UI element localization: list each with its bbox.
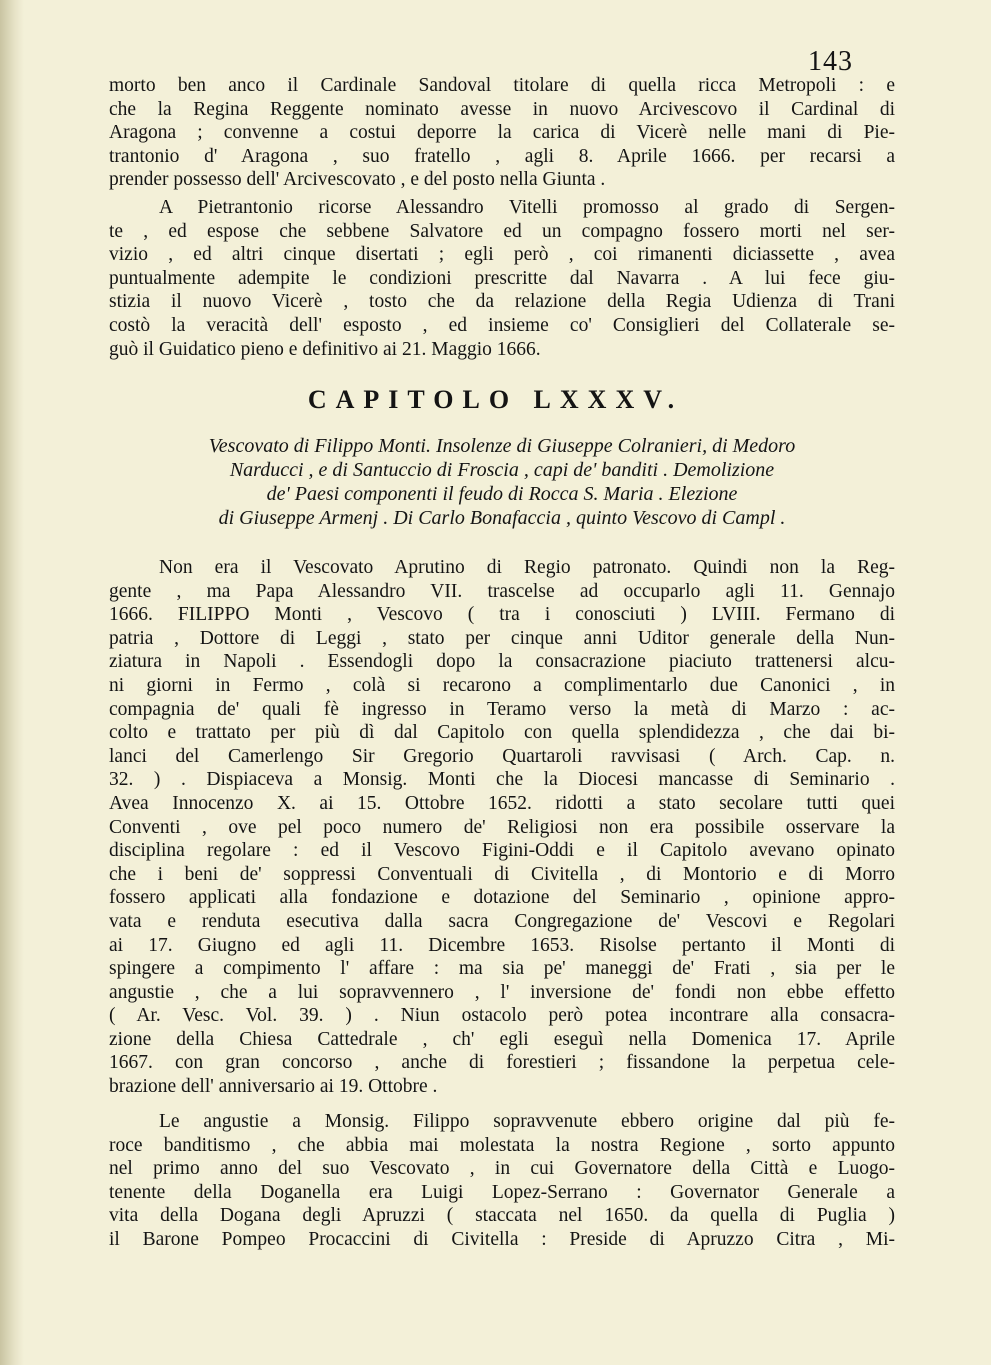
text-line: tenente della Doganella era Luigi Lopez-Serrano : Governator Generale a: [109, 1181, 895, 1203]
text-line: Non era il Vescovato Aprutino di Regio patronato. Quindi non la Reg-: [159, 557, 895, 578]
text-line: spingere a compimento l' affare : ma sia pe' maneggi de' Frati , sia per le: [109, 958, 895, 980]
text-line: roce banditismo , che abbia mai molestata la nostra Regione , sorto appunto: [109, 1134, 895, 1156]
text-line: compagnia de' quali fè ingresso in Teramo verso la metà di Marzo : ac-: [109, 698, 895, 720]
text-line: morto ben anco il Cardinale Sandoval titolare di quella ricca Metropoli : e: [109, 75, 895, 96]
chapter-summary: [109, 434, 895, 530]
text-line: zione della Chiesa Cattedrale , ch' egli eseguì nella Domenica 17. Aprile: [109, 1028, 895, 1050]
text-line: ai 17. Giugno ed agli 11. Dicembre 1653. Risolse pertanto il Monti di: [109, 934, 895, 956]
text-line: angustie , che a lui sopravvennero , l' inversione de' fondi non ebbe effetto: [109, 981, 895, 1003]
text-line: ( Ar. Vesc. Vol. 39. ) . Niun ostacolo però potea incontrare alla consacra-: [109, 1005, 895, 1027]
summary-line: de' Paesi componenti il feudo di Rocca S. Maria . Elezione: [266, 483, 738, 505]
text-line: Aragona ; convenne a costui deporre la carica di Vicerè nelle mani di Pie-: [109, 122, 895, 144]
text-line: fossero applicati alla fondazione e dotazione del Seminario , opinione appro-: [109, 887, 895, 909]
page-number: 143: [808, 46, 853, 77]
text-line: vizio , ed altri cinque disertati ; egli però , coi rimanenti diciassette , avea: [109, 244, 895, 266]
text-line: guò il Guidatico pieno e definitivo ai 21. Maggio 1666.: [109, 338, 541, 360]
text-line: colto e trattato per più dì dal Capitolo con quella splendidezza , che dai bi-: [109, 722, 895, 744]
summary-line: Vescovato di Filippo Monti. Insolenze di Giuseppe Colranieri, di Medoro: [208, 435, 796, 457]
text-line: ziatura in Napoli . Essendogli dopo la consacrazione piaciuto trattenersi alcu-: [109, 651, 895, 673]
paragraph-4: [109, 1110, 895, 1252]
text-line: A Pietrantonio ricorse Alessandro Vitelli promosso al grado di Sergen-: [159, 197, 895, 218]
text-line: ni giorni in Fermo , colà si recarono a complimentarlo due Canonici , in: [109, 674, 895, 696]
text-line: 1667. con gran concorso , anche di forestieri ; fissandone la perpetua cele-: [109, 1052, 895, 1074]
text-line: 1666. FILIPPO Monti , Vescovo ( tra i conosciuti ) LVIII. Fermano di: [109, 604, 895, 626]
text-line: che la Regina Reggente nominato avesse in nuovo Arcivescovo il Cardinal di: [109, 98, 895, 120]
text-line: Avea Innocenzo X. ai 15. Ottobre 1652. ridotti a stato secolare tutti quei: [109, 792, 895, 814]
text-line: gente , ma Papa Alessandro VII. trascelse ad occuparlo agli 11. Gennajo: [109, 580, 895, 602]
text-line: stizia il nuovo Vicerè , tosto che da relazione della Regia Udienza di Trani: [109, 291, 895, 313]
text-line: 32. ) . Dispiaceva a Monsig. Monti che la Diocesi mancasse di Seminario .: [109, 769, 895, 791]
text-line: prender possesso dell' Arcivescovato , e del posto nella Giunta .: [109, 169, 606, 191]
text-line: il Barone Pompeo Procaccini di Civitella : Preside di Apruzzo Citra , Mi-: [109, 1228, 895, 1250]
text-line: puntualmente adempite le condizioni prescritte dal Navarra . A lui fece giu-: [109, 267, 895, 289]
text-line: vita della Dogana degli Apruzzi ( staccata nel 1650. da quella di Puglia ): [109, 1205, 895, 1227]
paragraph-3: [109, 556, 895, 1099]
text-line: trantonio d' Aragona , suo fratello , agli 8. Aprile 1666. per recarsi a: [109, 145, 895, 167]
text-line: te , ed espose che sebbene Salvatore ed un compagno fossero morti nel ser-: [109, 220, 895, 242]
text-line: vata e renduta esecutiva dalla sacra Congregazione de' Vescovi e Regolari: [109, 910, 895, 932]
text-line: disciplina regolare : ed il Vescovo Figini-Oddi e il Capitolo avevano opinato: [109, 840, 895, 862]
chapter-title: CAPITOLO LXXXV.: [307, 385, 684, 414]
page-gutter-shadow: [0, 0, 24, 1365]
text-line: Le angustie a Monsig. Filippo sopravvenute ebbero origine dal più fe-: [159, 1111, 895, 1132]
paragraph-1: [109, 74, 895, 192]
paragraph-2: [109, 196, 895, 361]
text-line: Conventi , ove pel poco numero de' Religiosi non era possibile osservare la: [109, 816, 895, 838]
chapter-heading: [0, 385, 991, 415]
summary-line: Narducci , e di Santuccio di Froscia , capi de' banditi . Demolizione: [229, 459, 775, 481]
text-line: che i beni de' soppressi Conventuali di Civitella , di Montorio e di Morro: [109, 863, 895, 885]
text-line: nel primo anno del suo Vescovato , in cui Governatore della Città e Luogo-: [109, 1158, 895, 1180]
summary-line: di Giuseppe Armenj . Di Carlo Bonafaccia , quinto Vescovo di Campl .: [218, 507, 786, 529]
text-line: lanci del Camerlengo Sir Gregorio Quartaroli ravvisasi ( Arch. Cap. n.: [109, 745, 895, 767]
text-line: brazione dell' anniversario ai 19. Ottobre .: [109, 1076, 438, 1098]
text-line: costò la veracità dell' esposto , ed insieme co' Consiglieri del Collaterale se-: [109, 314, 895, 336]
text-line: patria , Dottore di Leggi , stato per cinque anni Uditor generale della Nun-: [109, 627, 895, 649]
